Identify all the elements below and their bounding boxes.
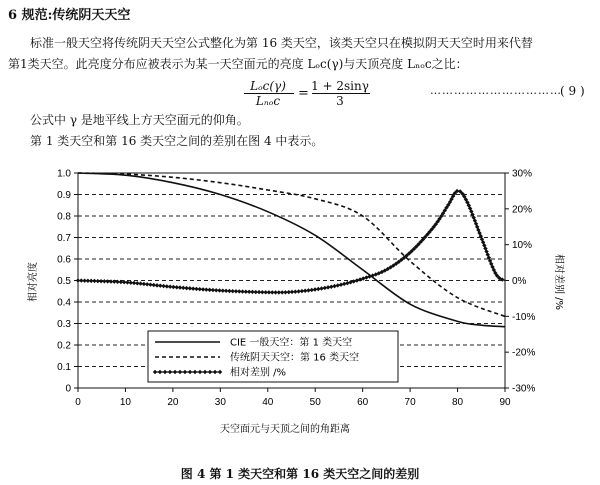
y2-tick-label: 30% xyxy=(512,168,533,180)
y-tick-label: 0 xyxy=(65,383,71,395)
y2-tick-label: 20% xyxy=(512,204,533,216)
difference-marker xyxy=(339,282,343,286)
sky-luminance-chart xyxy=(0,160,600,460)
difference-marker xyxy=(345,281,349,285)
y-tick-label: 0.5 xyxy=(57,276,71,287)
paragraph-2: 第1类天空。此亮度分布应被表示为某一天空面元的亮度 Lₒc(γ)与天顶亮度 Lₙₒc之比： xyxy=(8,57,468,71)
x-tick-label: 80 xyxy=(451,397,464,408)
paragraph-1: 标准一般天空将传统阴天天空公式整化为第 16 类天空，该类天空只在模拟阴天天空时用来代替 xyxy=(30,36,533,50)
difference-marker xyxy=(326,285,330,289)
legend-label: CIE 一般天空：第 1 类天空 xyxy=(230,337,353,349)
paragraph-4: 第 1 类天空和第 16 类天空之间的差别在图 4 中表示。 xyxy=(30,134,324,148)
difference-marker xyxy=(319,286,323,290)
figure-caption: 图 4 第 1 类天空和第 16 类天空之间的差别 xyxy=(180,467,420,481)
x-tick-label: 20 xyxy=(167,397,179,408)
equation-equals-sign: = xyxy=(298,86,309,101)
difference-marker xyxy=(342,282,346,286)
y-tick-label: 0.4 xyxy=(57,297,71,309)
y-tick-label: 0.2 xyxy=(57,340,71,352)
equation-rhs-denominator: 3 xyxy=(336,94,344,108)
x-tick-label: 70 xyxy=(404,397,416,408)
x-tick-label: 60 xyxy=(357,397,369,408)
series-line-relative-difference xyxy=(78,191,505,293)
series-line-type1-sky xyxy=(78,173,505,327)
y-tick-label: 0.1 xyxy=(57,362,71,373)
y-tick-label: 0.8 xyxy=(57,211,71,223)
difference-marker xyxy=(336,283,340,287)
paragraph-3: 公式中 γ 是地平线上方天空面元的仰角。 xyxy=(30,113,249,127)
equation-rhs-numerator: 1 + 2sinγ xyxy=(311,79,369,93)
x-tick-label: 90 xyxy=(499,397,511,408)
equation-lhs-denominator: Lₙₒc xyxy=(255,94,281,108)
x-axis-label: 天空面元与天顶之间的角距离 xyxy=(220,424,350,435)
y2-tick-label: -30% xyxy=(512,383,536,395)
x-tick-label: 0 xyxy=(75,397,81,408)
x-tick-label: 50 xyxy=(309,397,321,408)
y-axis-label: 相对亮度 xyxy=(28,262,39,302)
chart-legend xyxy=(148,331,398,382)
difference-marker xyxy=(313,287,317,291)
legend-label: 传统阴天天空：第 16 类天空 xyxy=(230,352,360,364)
x-tick-label: 40 xyxy=(262,397,274,408)
y2-axis-label: 相对差别 /% xyxy=(553,253,564,311)
y-tick-label: 0.7 xyxy=(57,233,71,244)
equation-dot-leader: …………………………… xyxy=(430,84,562,97)
difference-marker xyxy=(332,284,336,288)
legend-label: 相对差别 /% xyxy=(230,367,287,379)
y-tick-label: 0.3 xyxy=(57,319,71,330)
y2-tick-label: -10% xyxy=(512,311,536,323)
difference-marker xyxy=(352,279,356,283)
difference-marker xyxy=(323,286,327,290)
y-tick-label: 1.0 xyxy=(57,168,71,180)
y-tick-label: 0.6 xyxy=(57,254,71,266)
equation-number: ( 9 ) xyxy=(560,84,585,98)
y2-tick-label: 10% xyxy=(512,240,533,252)
x-tick-label: 30 xyxy=(214,397,226,408)
y2-tick-label: 0% xyxy=(512,276,527,287)
y-tick-label: 0.9 xyxy=(57,190,71,201)
y2-tick-label: -20% xyxy=(512,347,536,359)
section-heading: 6 规范:传统阴天天空 xyxy=(8,8,131,23)
chart-series xyxy=(76,173,505,327)
difference-marker xyxy=(316,287,320,291)
x-tick-label: 10 xyxy=(119,397,132,408)
equation-lhs-numerator: Lₒc(γ) xyxy=(250,79,286,93)
difference-marker xyxy=(329,285,333,289)
